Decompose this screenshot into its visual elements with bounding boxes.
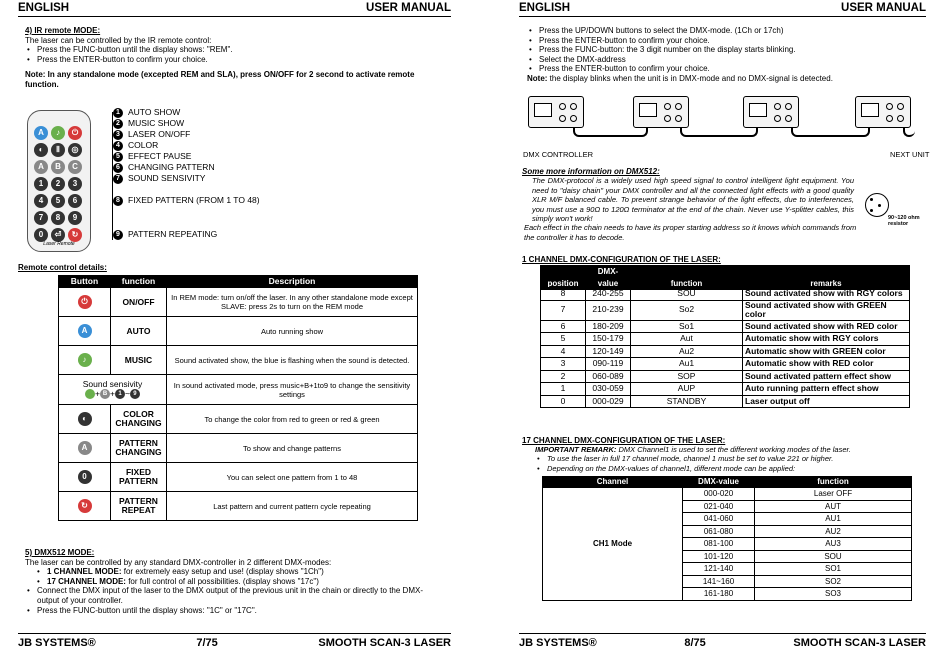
- nine-button-icon: 9: [130, 389, 140, 399]
- dmx-info-title: Some more information on DMX512:: [522, 167, 660, 176]
- remote-buttons: A ♪ ⏻ ◐ Ⅱ ◎ A B C 1 2 3 4 5 6 7 8 9 0 ⏎ ↻: [34, 126, 82, 242]
- table-cell: Sound activated pattern effect show: [743, 370, 910, 383]
- table-cell: 2: [541, 370, 586, 383]
- one-channel-table-body: [540, 287, 910, 408]
- auto-button-icon: A: [78, 324, 92, 338]
- table-cell: Au2: [631, 345, 743, 358]
- table-cell: Sound activated show with RGY colors: [743, 288, 910, 301]
- channel-table: [542, 476, 912, 601]
- dmx-modes: [25, 567, 435, 586]
- table-cell: AU3: [755, 538, 912, 551]
- remote-control-image: [27, 110, 91, 252]
- list-item: • Press the FUNC-button: the 3 digit number on the display starts blinking.: [527, 45, 927, 55]
- table-cell: Sound activated show with GREEN color: [743, 300, 910, 320]
- table-row: ◐ COLOR CHANGING To change the color from red to green or red & green: [59, 405, 418, 434]
- table-cell: 030-059: [586, 383, 631, 396]
- page-header: [18, 0, 451, 17]
- one-channel-title: 1 CHANNEL DMX-CONFIGURATION OF THE LASER:: [522, 255, 721, 264]
- table-row: [541, 320, 910, 333]
- table-cell: Auto running pattern effect show: [743, 383, 910, 396]
- ir-title: 4) IR remote MODE:: [25, 26, 101, 35]
- table-cell: So1: [631, 320, 743, 333]
- list-item: • Connect the DMX input of the laser to the DMX output of the previous unit in the chain or directly to the DMX-output of your controller.: [25, 586, 435, 605]
- page-number: 8/75: [684, 637, 706, 649]
- table-row: [541, 395, 910, 408]
- dmx-cable: [903, 127, 915, 137]
- table-row: ↻ PATTERN REPEAT Last pattern and current pattern cycle repeating: [59, 492, 418, 521]
- table-cell: SOP: [631, 370, 743, 383]
- list-item: • Select the DMX-address: [527, 55, 927, 65]
- remark-bullets: [535, 454, 935, 473]
- dmx-cable: [573, 127, 648, 137]
- table-cell: Automatic show with GREEN color: [743, 345, 910, 358]
- page-header: [519, 0, 926, 17]
- table-cell: SOU: [631, 288, 743, 301]
- list-item: • Press the ENTER-button to confirm your choice.: [527, 64, 927, 74]
- dmx-info-text: The DMX-protocol is a widely used high speed signal to control intelligent light equipment. You need to "daisy chain" your DMX controller and all the connected light effects with a good quality XLR M/F balanced cable. To prevent strange behavior of the light effects, due to interferences, you must use a 90Ω to 120Ω terminator at the end of the chain. Never use Y-splitter cables, this simply won't work!: [532, 176, 854, 224]
- col-header: function: [631, 266, 743, 290]
- table-cell: 000-020: [683, 488, 755, 501]
- header-title: USER MANUAL: [841, 2, 926, 14]
- details-title: Remote control details:: [18, 263, 107, 272]
- table-cell: 081-100: [683, 538, 755, 551]
- dmx-section: [25, 548, 435, 615]
- table-row: [541, 300, 910, 320]
- footer-product: SMOOTH SCAN-3 LASER: [318, 637, 451, 649]
- table-cell: 240-255: [586, 288, 631, 301]
- number-button-icon: 0: [78, 470, 92, 484]
- table-cell: 000-029: [586, 395, 631, 408]
- col-header: DMX-value: [683, 477, 755, 488]
- header-language: ENGLISH: [519, 2, 571, 14]
- table-cell: 121-140: [683, 563, 755, 576]
- music-button-icon: ♪: [78, 353, 92, 367]
- table-cell: 021-040: [683, 500, 755, 513]
- ir-section: [25, 26, 445, 90]
- table-cell: 161-180: [683, 588, 755, 601]
- table-row: [543, 488, 912, 501]
- table-row: A PATTERN CHANGING To show and change patterns: [59, 434, 418, 463]
- list-item: • 17 CHANNEL MODE: for full control of all possibilities. (display shows "17c"): [25, 577, 435, 587]
- xlr-connector-icon: [865, 193, 889, 217]
- list-item: • 1 CHANNEL MODE: for extremely easy setup and use! (display shows "1Ch"): [25, 567, 435, 577]
- table-row: [541, 345, 910, 358]
- table-cell: 1: [541, 383, 586, 396]
- table-cell: Au1: [631, 358, 743, 371]
- col-header: Button: [59, 276, 111, 288]
- table-row: [541, 370, 910, 383]
- table-cell: Automatic show with RGY colors: [743, 333, 910, 346]
- remote-label-6: 6 CHANGING PATTERN: [113, 162, 215, 173]
- ir-bullets: [25, 45, 445, 64]
- remote-label-8: 8 FIXED PATTERN (FROM 1 TO 48): [113, 195, 260, 206]
- table-cell: STANDBY: [631, 395, 743, 408]
- table-row: [541, 383, 910, 396]
- ir-note: [25, 70, 445, 89]
- table-header-row: [543, 477, 912, 488]
- remote-label-3: 3 LASER ON/OFF: [113, 129, 190, 140]
- list-item: • To use the laser in full 17 channel mode, channel 1 must be set to value 221 or higher.: [535, 454, 935, 463]
- dmx-title: 5) DMX512 MODE:: [25, 548, 95, 557]
- dmx-cable: [680, 127, 758, 137]
- col-header: function: [755, 477, 912, 488]
- footer-brand: JB SYSTEMS®: [519, 637, 597, 649]
- col-header: remarks: [743, 266, 910, 290]
- dmx-controller-image: [528, 96, 584, 128]
- resistor-label: 90~120 ohm resistor: [888, 215, 920, 227]
- music-icon: [85, 389, 95, 399]
- table-cell: Automatic show with RED color: [743, 358, 910, 371]
- table-cell: 210-239: [586, 300, 631, 320]
- table-cell: AU2: [755, 525, 912, 538]
- list-item: • Press the FUNC-button until the display shows: "REM".: [25, 45, 445, 55]
- table-row: [541, 288, 910, 301]
- remote-label-7: 7 SOUND SENSIVITY: [113, 173, 205, 184]
- list-item: • Press the FUNC-button until the display shows: "1C" or "17C".: [25, 606, 435, 616]
- table-cell: 6: [541, 320, 586, 333]
- callout-lines: [91, 112, 113, 240]
- next-unit-label: NEXT UNIT: [890, 150, 930, 159]
- table-header-row: [541, 266, 910, 290]
- remote-label-9: 9 PATTERN REPEATING: [113, 229, 217, 240]
- list-item: • Press the ENTER-button to confirm your choice.: [527, 36, 927, 46]
- laser-unit-image: [633, 96, 689, 128]
- remark-section: [535, 445, 935, 473]
- table-row: ⏻ ON/OFF In REM mode: turn on/off the laser. In any other standalone mode except SLAVE: press 2s to turn on the REM mode: [59, 288, 418, 317]
- table-cell: 061-080: [683, 525, 755, 538]
- list-item: • Press the UP/DOWN buttons to select the DMX-mode. (1Ch or 17ch): [527, 26, 927, 36]
- dmx-info-text2: Each effect in the chain needs to have its proper starting address so it knows which commands from the controller it has to decode.: [524, 223, 857, 242]
- dmx-step-bullets: [527, 26, 927, 74]
- ir-intro: The laser can be controlled by the IR remote control:: [25, 35, 212, 45]
- table-cell: SO2: [755, 575, 912, 588]
- remote-label-5: 5 EFFECT PAUSE: [113, 151, 191, 162]
- dmx-steps: [527, 26, 927, 84]
- table-header-row: [59, 276, 418, 288]
- table-cell: Laser output off: [743, 395, 910, 408]
- repeat-button-icon: ↻: [78, 499, 92, 513]
- note-label: Note:: [25, 70, 46, 80]
- dmx-cable: [791, 127, 870, 137]
- dmx-note: Note: the display blinks when the unit is in DMX-mode and no DMX-signal is detected.: [527, 73, 833, 83]
- b-button-icon: B: [100, 389, 110, 399]
- table-cell: AUP: [631, 383, 743, 396]
- sound-sensivity-label: Sound sensivity: [82, 379, 143, 389]
- col-header: DMX-value: [586, 266, 631, 290]
- table-cell: SOU: [755, 550, 912, 563]
- table-cell: Sound activated show with RED color: [743, 320, 910, 333]
- table-cell: 060-089: [586, 370, 631, 383]
- seventeen-channel-title: 17 CHANNEL DMX-CONFIGURATION OF THE LASER:: [522, 436, 726, 445]
- remote-caption: Laser Remote: [43, 241, 75, 247]
- table-row: [541, 333, 910, 346]
- table-row: ♪ MUSIC Sound activated show, the blue is flashing when the sound is detected.: [59, 346, 418, 375]
- remote-details-table: [58, 275, 418, 521]
- table-row: Sound sensivity + B + 1 ~ 9 In sound activated mode, press music+B+1to9 to change the sensitivity settings: [59, 375, 418, 405]
- pattern-button-icon: A: [78, 441, 92, 455]
- table-cell: AUT: [755, 500, 912, 513]
- table-cell: 141~160: [683, 575, 755, 588]
- dmx-bullets: [25, 586, 435, 615]
- laser-unit-image: [743, 96, 799, 128]
- table-row: [541, 358, 910, 371]
- footer-brand: JB SYSTEMS®: [18, 637, 96, 649]
- header-language: ENGLISH: [18, 2, 70, 14]
- table-cell: 120-149: [586, 345, 631, 358]
- table-cell: 5: [541, 333, 586, 346]
- note-text: In any standalone mode (excepted REM and SLA), press ON/OFF for 2 second to activate remote function.: [25, 70, 415, 89]
- list-item: • Press the ENTER-button to confirm your choice.: [25, 55, 445, 65]
- page-footer: [519, 633, 926, 649]
- remark: IMPORTANT REMARK: DMX Channel1 is used to set the different working modes of the laser.: [535, 445, 851, 454]
- laser-unit-image: [855, 96, 911, 128]
- table-cell: 4: [541, 345, 586, 358]
- one-button-icon: 1: [115, 389, 125, 399]
- table-cell: 3: [541, 358, 586, 371]
- color-button-icon: ◐: [78, 412, 92, 426]
- list-item: • Depending on the DMX-values of channel1, different mode can be applied:: [535, 464, 935, 473]
- table-cell: 0: [541, 395, 586, 408]
- channel-name: CH1 Mode: [543, 488, 683, 601]
- dmx-controller-label: DMX CONTROLLER: [523, 150, 594, 159]
- table-cell: 180-209: [586, 320, 631, 333]
- header-title: USER MANUAL: [366, 2, 451, 14]
- page-8: [475, 0, 950, 654]
- power-button-icon: ⏻: [78, 295, 92, 309]
- table-cell: 090-119: [586, 358, 631, 371]
- table-cell: 150-179: [586, 333, 631, 346]
- col-header: position: [541, 266, 586, 290]
- table-cell: SO3: [755, 588, 912, 601]
- table-cell: Laser OFF: [755, 488, 912, 501]
- table-cell: So2: [631, 300, 743, 320]
- col-header: Channel: [543, 477, 683, 488]
- table-cell: 101-120: [683, 550, 755, 563]
- page-number: 7/75: [196, 637, 218, 649]
- col-header: Description: [167, 276, 418, 288]
- table-cell: 7: [541, 300, 586, 320]
- col-header: function: [111, 276, 167, 288]
- table-cell: SO1: [755, 563, 912, 576]
- table-row: A AUTO Auto running show: [59, 317, 418, 346]
- table-cell: 8: [541, 288, 586, 301]
- dmx-intro: The laser can be controlled by any standard DMX-controller in 2 different DMX-modes:: [25, 557, 332, 567]
- table-cell: AU1: [755, 513, 912, 526]
- remote-label-1: 1 AUTO SHOW: [113, 107, 180, 118]
- remote-label-4: 4 COLOR: [113, 140, 158, 151]
- table-cell: Aut: [631, 333, 743, 346]
- table-row: 0 FIXED PATTERN You can select one pattern from 1 to 48: [59, 463, 418, 492]
- page-footer: [18, 633, 451, 649]
- table-cell: 041-060: [683, 513, 755, 526]
- remote-label-2: 2 MUSIC SHOW: [113, 118, 184, 129]
- footer-product: SMOOTH SCAN-3 LASER: [793, 637, 926, 649]
